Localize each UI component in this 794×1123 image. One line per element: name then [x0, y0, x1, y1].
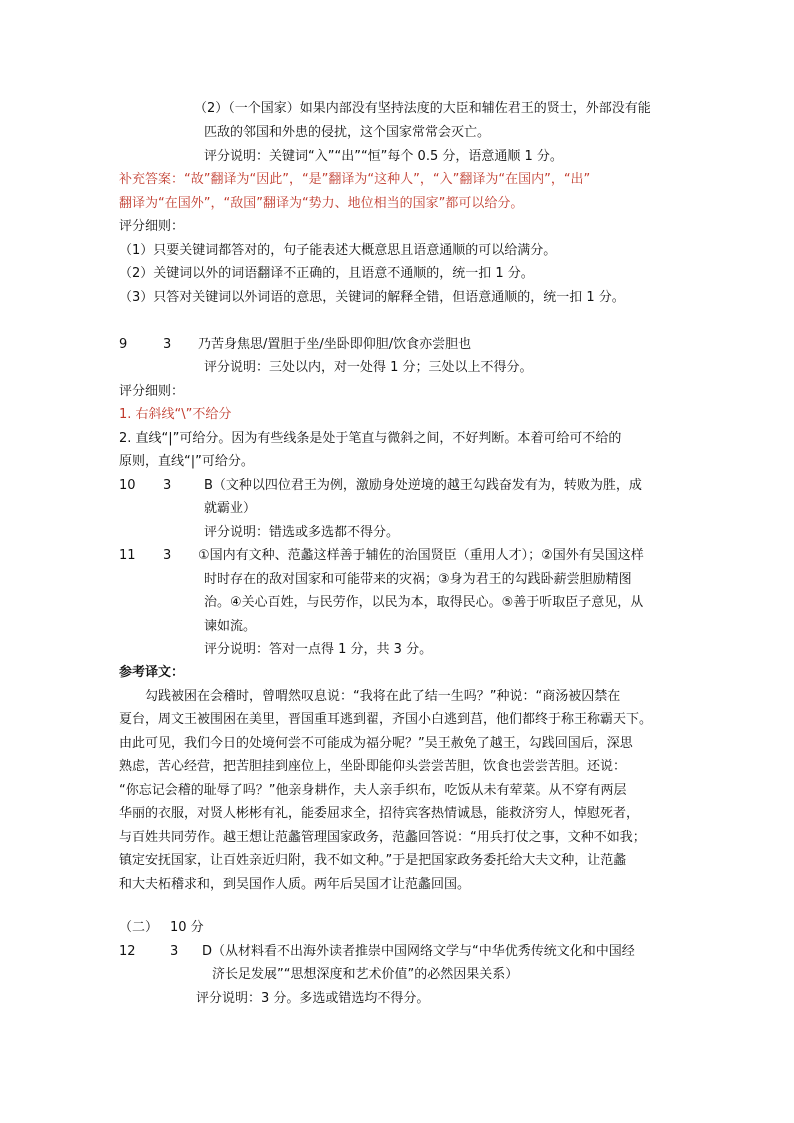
q11-scoring: 评分说明：答对一点得 1 分，共 3 分。 [204, 642, 433, 657]
q8-2-line1: （2）（一个国家）如果内部没有坚持法度的大臣和辅佐君王的贤士，外部没有能 [194, 101, 651, 116]
q11-line3: 治。④关心百姓，与民劳作，以民为本，取得民心。⑤善于听取臣子意见，从 [204, 595, 644, 610]
rubric2-item-2-line2: 原则，直线“|”可给分。 [119, 454, 254, 469]
q11-number: 11 [119, 548, 136, 563]
q9-score: 3 [163, 337, 172, 352]
rubric2-item-2-line1: 2. 直线“|”可给分。因为有些线条是处于笔直与微斜之间，不好判断。本着可给可不给的 [119, 431, 622, 446]
rubric2-item-1: 1. 右斜线“\”不给分 [119, 407, 232, 422]
q10-scoring: 评分说明：错选或多选都不得分。 [204, 525, 400, 540]
q8-2-line2: 匹敌的邻国和外患的侵扰，这个国家常常会灭亡。 [204, 125, 491, 140]
q12-number: 12 [119, 944, 136, 959]
translation-line: 夏台，周文王被围困在美里，晋国重耳逃到翟，齐国小白逃到莒，他们都终于称王称霸天下。 [119, 712, 653, 727]
q9-answer: 乃苦身焦思/置胆于坐/坐卧即仰胆/饮食亦尝胆也 [198, 337, 472, 352]
translation-line: 与百姓共同劳作。越王想让范蠡管理国家政务，范蠡回答说：“用兵打仗之事，文种不如我； [119, 830, 646, 845]
q11-line4: 谏如流。 [204, 619, 257, 634]
translation-line: 熟虑，苦心经营，把苦胆挂到座位上，坐卧即能仰头尝尝苦胆，饮食也尝尝苦胆。还说： [119, 759, 627, 774]
q10-number: 10 [119, 478, 136, 493]
translation-line: 由此可见，我们今日的处境何尝不可能成为福分呢？”吴王赦免了越王，勾践回国后，深思 [119, 736, 633, 751]
q12-line1: D（从材料看不出海外读者推崇中国网络文学与“中华优秀传统文化和中国经 [202, 944, 635, 959]
section-2-points: 10 分 [170, 920, 204, 935]
q9-scoring: 评分说明：三处以内，对一处得 1 分；三处以上不得分。 [204, 360, 533, 375]
q11-line1: ①国内有文种、范蠡这样善于辅佐的治国贤臣（重用人才）；②国外有吴国这样 [198, 548, 644, 563]
supplement-line2: 翻译为“在国外”，“敌国”翻译为“势力、地位相当的国家”都可以给分。 [119, 196, 524, 211]
supplement-line1: 补充答案：“故”翻译为“因此”，“是”翻译为“这种人”，“入”翻译为“在国内”，“出” [119, 172, 591, 187]
q12-scoring: 评分说明：3 分。多选或错选均不得分。 [196, 991, 430, 1006]
rubric1-item-3: （3）只答对关键词以外词语的意思，关键词的解释全错，但语意通顺的，统一扣 1 分。 [119, 290, 625, 305]
translation-line: 华丽的衣服，对贤人彬彬有礼，能委屈求全，招待宾客热情诚恳，能救济穷人，悼慰死者， [119, 806, 640, 821]
section-2-label: （二） [119, 920, 159, 935]
q11-line2: 时时存在的敌对国家和可能带来的灾祸；③身为君王的勾践卧薪尝胆励精图 [204, 572, 632, 587]
q12-line2: 济长足发展”“思想深度和艺术价值”的必然因果关系） [212, 967, 519, 982]
translation-line: “你忘记会稽的耻辱了吗？”他亲身耕作，夫人亲手织布，吃饭从未有荤菜。从不穿有两层 [119, 783, 627, 798]
q8-2-scoring: 评分说明：关键词“入”“出”“恒”每个 0.5 分，语意通顺 1 分。 [204, 149, 563, 164]
rubric1-title: 评分细则： [119, 219, 185, 234]
rubric1-item-2: （2）关键词以外的词语翻译不正确的，且语意不通顺的，统一扣 1 分。 [119, 266, 534, 281]
q10-line1: B（文种以四位君王为例，激励身处逆境的越王勾践奋发有为，转败为胜，成 [204, 478, 642, 493]
q11-score: 3 [163, 548, 172, 563]
rubric1-item-1: （1）只要关键词都答对的，句子能表述大概意思且语意通顺的可以给满分。 [119, 243, 557, 258]
translation-line: 勾践被困在会稽时，曾喟然叹息说：“我将在此了结一生吗？”种说：“商汤被囚禁在 [145, 689, 621, 704]
q9-number: 9 [119, 337, 128, 352]
translation-line: 镇定安抚国家，让百姓亲近归附，我不如文种。”于是把国家政务委托给大夫文种，让范蠡 [119, 853, 627, 868]
translation-title: 参考译文： [119, 665, 185, 680]
rubric2-title: 评分细则： [119, 384, 185, 399]
q10-score: 3 [163, 478, 172, 493]
q10-line2: 就霸业） [204, 501, 257, 516]
q12-score: 3 [170, 944, 179, 959]
translation-line: 和大夫柘稽求和，到吴国作人质。两年后吴国才让范蠡回国。 [119, 877, 471, 892]
